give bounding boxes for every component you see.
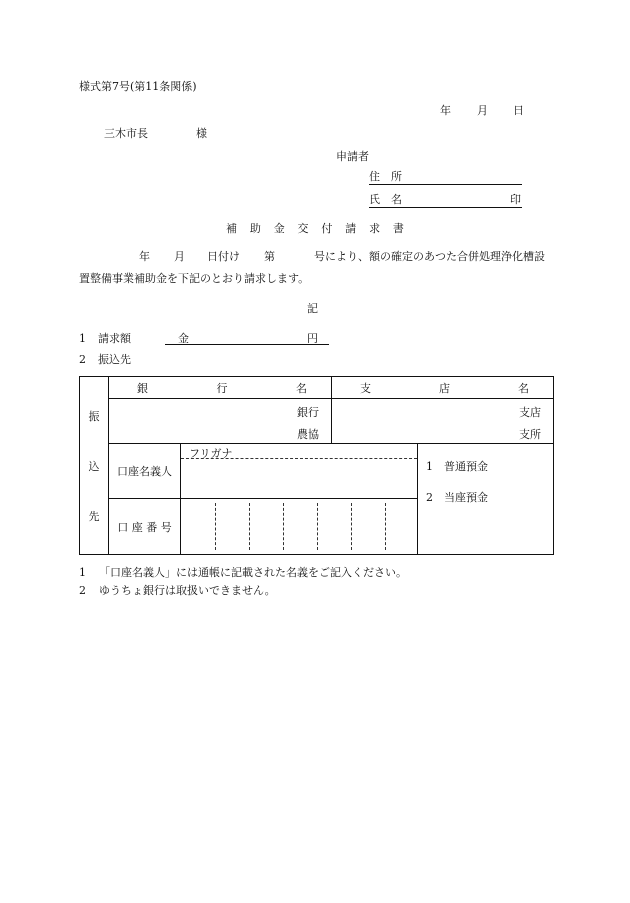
transfer-label: 振込先 <box>98 353 131 366</box>
account-type-options[interactable] <box>418 444 554 555</box>
header-char: 銀 <box>137 381 148 395</box>
request-label: 請求額 <box>98 332 131 345</box>
address-label: 住 所 <box>369 170 402 183</box>
title-char: 補 <box>226 222 237 235</box>
header-char: 名 <box>518 381 529 395</box>
bank-name-header <box>109 377 332 399</box>
holder-row <box>80 444 554 499</box>
name-label: 氏 名 <box>369 193 402 206</box>
digit-divider <box>283 503 284 550</box>
title-char: 金 <box>273 222 285 235</box>
digit-divider <box>351 503 352 550</box>
side-char: 先 <box>88 509 100 523</box>
date-day: 日 <box>513 104 524 117</box>
bank-name-input[interactable] <box>109 399 332 444</box>
account-holder-label: 口座名義人 <box>109 444 181 499</box>
header-char: 支 <box>360 381 371 395</box>
side-char: 振 <box>88 409 100 423</box>
furigana-divider <box>181 458 417 459</box>
header-char: 名 <box>296 381 307 395</box>
seal-mark: 印 <box>510 193 521 206</box>
transfer-number: 2 <box>79 353 86 366</box>
note-2-text: ゆうちょ銀行は取扱いできません。 <box>99 584 276 597</box>
side-char: 込 <box>88 459 100 473</box>
account-number-label: 口 座 番 号 <box>109 499 181 555</box>
title-char: 助 <box>249 222 261 235</box>
body-date-suffix: 日付け <box>207 250 240 263</box>
account-type-futsu[interactable]: 1 普通預金 <box>426 460 488 473</box>
address-field-line[interactable] <box>369 184 522 185</box>
request-amount-line[interactable] <box>165 344 329 345</box>
nokyo-suffix: 農協 <box>297 428 319 441</box>
title-char: 交 <box>297 222 309 235</box>
date-month: 月 <box>477 104 488 117</box>
account-type-toza[interactable]: 2 当座預金 <box>426 491 488 504</box>
account-number-input[interactable] <box>181 499 418 555</box>
ki-mark: 記 <box>307 302 318 315</box>
request-yen: 円 <box>307 332 318 345</box>
name-field-line[interactable] <box>369 207 522 208</box>
title-char: 書 <box>392 222 404 235</box>
title-char: 求 <box>369 222 381 235</box>
document-title <box>226 222 404 236</box>
shisho-suffix: 支所 <box>519 428 541 441</box>
addressee-sama: 様 <box>196 127 207 140</box>
transfer-table <box>79 376 554 555</box>
body-dai: 第 <box>264 250 275 263</box>
note-1-text: 「口座名義人」には通帳に記載された名義をご記入ください。 <box>99 566 407 579</box>
bank-suffix: 銀行 <box>297 406 319 419</box>
body-month: 月 <box>174 250 185 263</box>
digit-divider <box>249 503 250 550</box>
note-1-number: 1 <box>79 566 86 579</box>
addressee-mayor: 三木市長 <box>104 127 148 140</box>
date-line <box>440 104 524 118</box>
digit-divider <box>385 503 386 550</box>
digit-divider <box>215 503 216 550</box>
applicant-heading: 申請者 <box>336 150 369 163</box>
title-char: 請 <box>345 222 357 235</box>
transfer-side-label <box>80 377 109 555</box>
form-number: 様式第7号(第11条関係) <box>79 80 197 93</box>
title-char: 付 <box>321 222 333 235</box>
note-2-number: 2 <box>79 584 86 597</box>
account-holder-input[interactable] <box>181 444 418 499</box>
body-line1-rest: 号により、額の確定のあつた合併処理浄化槽設 <box>314 250 545 263</box>
header-char: 行 <box>216 381 228 395</box>
branch-name-input[interactable] <box>332 399 554 444</box>
date-year: 年 <box>440 104 451 117</box>
request-number: 1 <box>79 332 86 345</box>
body-line2: 置整備事業補助金を下記のとおり請求します。 <box>79 272 310 285</box>
bank-row <box>80 399 554 444</box>
digit-divider <box>317 503 318 550</box>
body-year: 年 <box>139 250 150 263</box>
request-kin: 金 <box>178 332 189 345</box>
branch-suffix: 支店 <box>519 406 541 419</box>
furigana-label: フリガナ <box>189 447 233 460</box>
transfer-header-row <box>80 377 554 399</box>
header-char: 店 <box>439 381 450 395</box>
branch-name-header <box>332 377 554 399</box>
